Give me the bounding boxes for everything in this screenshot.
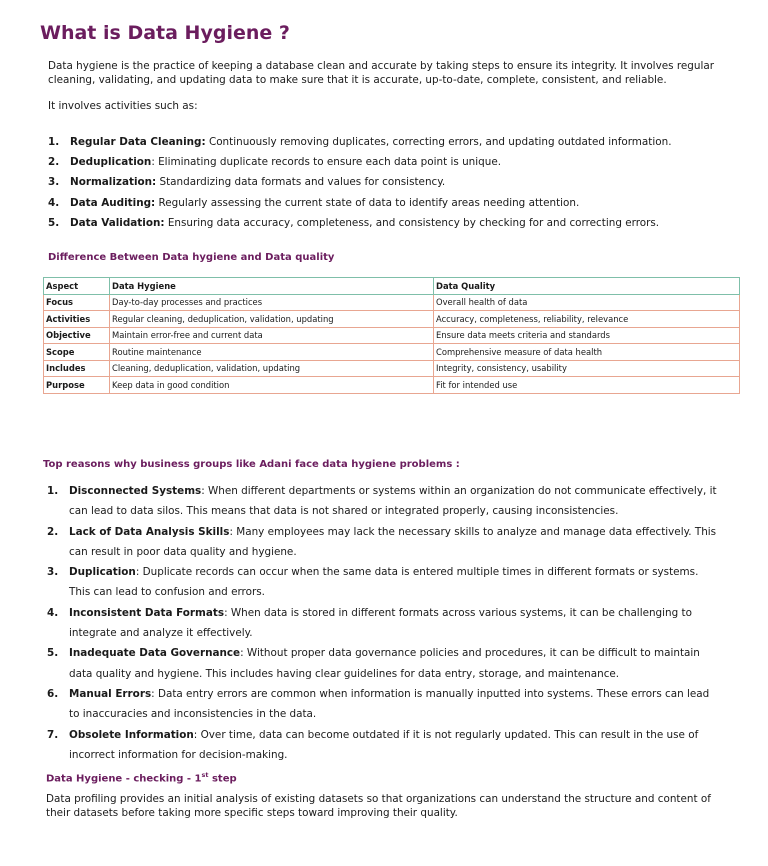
table-cell: Activities xyxy=(44,311,110,328)
table-row xyxy=(44,311,740,328)
list-term: Data Validation: xyxy=(70,216,165,229)
list-number: 6. xyxy=(47,687,59,700)
list-term: Inconsistent Data Formats xyxy=(69,606,225,619)
table-cell: Accuracy, completeness, reliability, relevance xyxy=(434,311,740,328)
list-text: : When data is stored in different formats across various systems, it can be challenging to integrate and analyze it effectively. xyxy=(69,606,692,640)
list-text: : Over time, data can become outdated if it is not regularly updated. This can result in the use of incorrect information for decision-making. xyxy=(69,728,699,761)
list-text: : Duplicate records can occur when the same data is entered multiple times in different formats or systems. This can lead to confusion and errors. xyxy=(69,566,699,599)
list-item xyxy=(48,216,748,236)
first-step-heading-end: step xyxy=(208,773,237,785)
list-item xyxy=(47,522,717,563)
activities-list xyxy=(48,135,748,236)
list-number: 7. xyxy=(47,728,59,741)
reasons-list xyxy=(47,481,717,765)
table-cell: Integrity, consistency, usability xyxy=(434,360,740,377)
table-cell: Cleaning, deduplication, validation, updating xyxy=(110,360,434,377)
list-text: : When different departments or systems within an organization do not communicate effectively, it can lead to data silos. This means that data is not shared or integrated properly, causing inconsistencies. xyxy=(69,485,717,518)
list-text: : Many employees may lack the necessary skills to analyze and manage data effectively. This can result in poor data quality and hygiene. xyxy=(69,525,717,558)
list-number: 4. xyxy=(47,606,59,619)
list-item xyxy=(47,562,717,603)
first-step-paragraph: Data profiling provides an initial analysis of existing datasets so that organizations can understand the structure and content of their datasets before taking more specific steps toward improving their quality. xyxy=(46,793,711,819)
list-term: Disconnected Systems xyxy=(69,485,202,497)
list-text: Regularly assessing the current state of data to identify areas needing attention. xyxy=(155,196,580,209)
reasons-heading: Top reasons why business groups like Adani face data hygiene problems : xyxy=(43,459,460,470)
list-term: Lack of Data Analysis Skills xyxy=(69,525,230,538)
activities-lead: It involves activities such as: xyxy=(48,100,198,112)
list-term: Obsolete Information xyxy=(69,728,194,741)
list-term: Manual Errors xyxy=(69,687,152,700)
table-row xyxy=(44,344,740,361)
list-text: : Data entry errors are common when information is manually inputted into systems. These errors can lead to inaccuracies and inconsistencies in the data. xyxy=(69,687,710,721)
list-item xyxy=(47,684,717,725)
list-term: Duplication xyxy=(69,566,136,579)
list-number: 2. xyxy=(47,525,59,538)
list-number: 1. xyxy=(47,485,59,497)
list-text: Continuously removing duplicates, correcting errors, and updating outdated information. xyxy=(205,136,672,148)
header-cell-hygiene: Data Hygiene xyxy=(110,278,434,295)
table-row xyxy=(44,294,740,311)
table-row xyxy=(44,327,740,344)
list-number: 4. xyxy=(48,196,60,209)
table-cell: Comprehensive measure of data health xyxy=(434,344,740,361)
list-text: Standardizing data formats and values for consistency. xyxy=(156,176,446,189)
table-header-row xyxy=(44,278,740,295)
table-cell: Regular cleaning, deduplication, validation, updating xyxy=(110,311,434,328)
page-title: What is Data Hygiene ? xyxy=(40,22,290,44)
table-cell: Scope xyxy=(44,344,110,361)
list-term: Regular Data Cleaning: xyxy=(70,136,206,148)
list-item xyxy=(47,603,717,644)
list-item xyxy=(47,481,717,522)
list-item xyxy=(47,643,717,684)
list-term: Data Auditing: xyxy=(70,196,156,209)
table-row xyxy=(44,377,740,394)
list-number: 3. xyxy=(48,176,60,189)
table-cell: Fit for intended use xyxy=(434,377,740,394)
list-number: 1. xyxy=(48,136,60,148)
comparison-heading: Difference Between Data hygiene and Data quality xyxy=(48,252,335,263)
table-cell: Keep data in good condition xyxy=(110,377,434,394)
list-item xyxy=(48,196,748,216)
list-number: 2. xyxy=(48,156,60,169)
list-number: 3. xyxy=(47,566,59,579)
table-cell: Day-to-day processes and practices xyxy=(110,294,434,311)
first-step-heading-text: Data Hygiene - checking - 1 xyxy=(46,773,202,785)
list-number: 5. xyxy=(48,216,60,229)
list-term: Inadequate Data Governance xyxy=(69,647,241,660)
header-cell-quality: Data Quality xyxy=(434,278,740,295)
table-cell: Purpose xyxy=(44,377,110,394)
table-cell: Focus xyxy=(44,294,110,311)
table-cell: Ensure data meets criteria and standards xyxy=(434,327,740,344)
table-cell: Routine maintenance xyxy=(110,344,434,361)
table-cell: Includes xyxy=(44,360,110,377)
table-cell: Overall health of data xyxy=(434,294,740,311)
table-cell: Maintain error-free and current data xyxy=(110,327,434,344)
list-number: 5. xyxy=(47,647,59,660)
ordinal-suffix: st xyxy=(201,771,209,779)
list-text: : Without proper data governance policies and procedures, it can be difficult to maintain data quality and hygiene. This includes having clear guidelines for data entry, storage, and maintenance. xyxy=(69,647,700,680)
list-term: Normalization: xyxy=(70,176,157,189)
list-term: Deduplication xyxy=(70,156,152,169)
first-step-heading xyxy=(46,771,237,784)
header-cell-aspect: Aspect xyxy=(44,278,110,295)
list-item xyxy=(48,175,748,195)
list-text: Ensuring data accuracy, completeness, and consistency by checking for and correcting errors. xyxy=(164,216,660,229)
list-item xyxy=(47,725,717,766)
intro-paragraph: Data hygiene is the practice of keeping a database clean and accurate by taking steps to ensure its integrity. It involves regular cleaning, validating, and updating data to make sure that it is accurate, up-to-date, complete, consistent, and reliable. xyxy=(48,60,714,86)
table-cell: Objective xyxy=(44,327,110,344)
comparison-table xyxy=(43,277,740,394)
table-row xyxy=(44,360,740,377)
list-item xyxy=(48,135,748,155)
list-item xyxy=(48,155,748,175)
list-text: : Eliminating duplicate records to ensure each data point is unique. xyxy=(151,156,502,169)
